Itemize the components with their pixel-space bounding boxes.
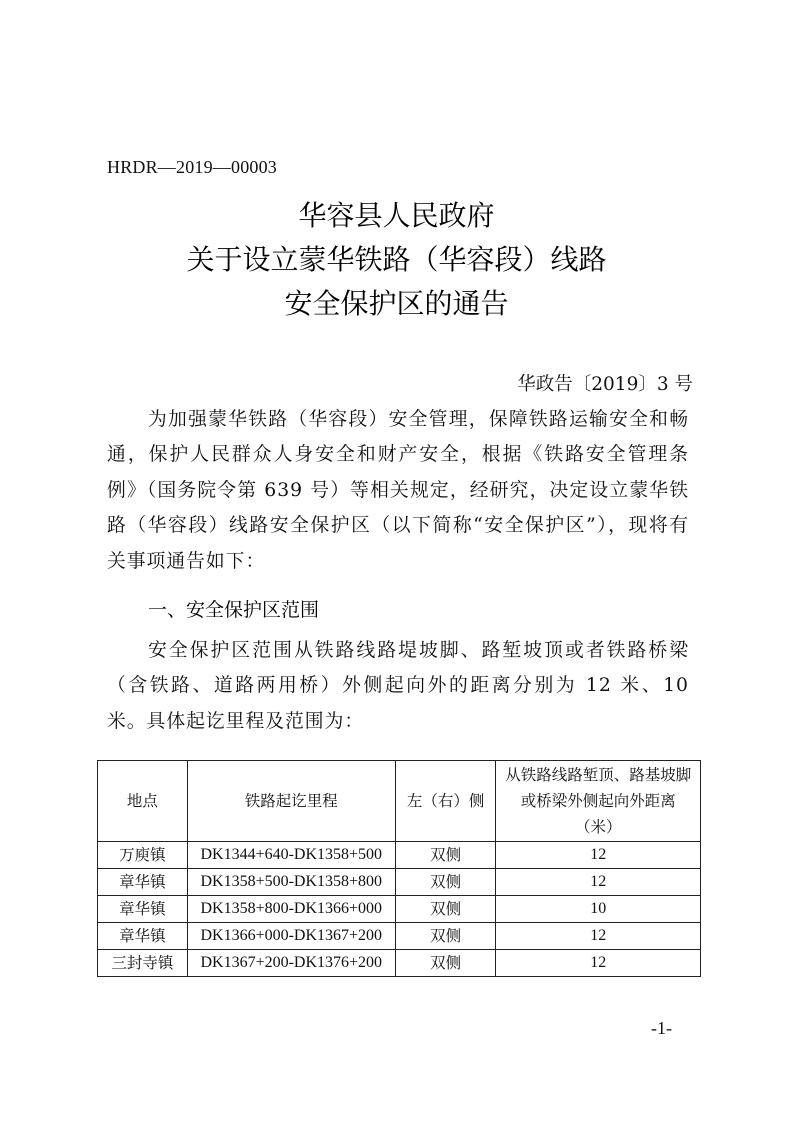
cell-location: 万庾镇 [98, 842, 188, 869]
table-row [98, 842, 701, 869]
cell-side: 双侧 [395, 923, 496, 950]
protection-range-table [97, 760, 701, 977]
table-header-row [98, 761, 701, 842]
cell-mileage: DK1358+800-DK1366+000 [187, 896, 395, 923]
cell-distance: 12 [496, 842, 701, 869]
cell-side: 双侧 [395, 950, 496, 977]
header-mileage: 铁路起讫里程 [187, 761, 395, 842]
cell-distance: 12 [496, 869, 701, 896]
header-location: 地点 [98, 761, 188, 842]
table-row [98, 896, 701, 923]
table-row [98, 923, 701, 950]
cell-mileage: DK1344+640-DK1358+500 [187, 842, 395, 869]
table-row [98, 869, 701, 896]
cell-location: 章华镇 [98, 923, 188, 950]
cell-side: 双侧 [395, 869, 496, 896]
cell-mileage: DK1358+500-DK1358+800 [187, 869, 395, 896]
cell-location: 三封寺镇 [98, 950, 188, 977]
title-line-3: 安全保护区的通告 [284, 287, 509, 320]
document-number: HRDR—2019—00003 [107, 157, 278, 177]
cell-mileage: DK1366+000-DK1367+200 [187, 923, 395, 950]
cell-location: 章华镇 [98, 896, 188, 923]
cell-location: 章华镇 [98, 869, 188, 896]
cell-distance: 12 [496, 950, 701, 977]
table-row [98, 950, 701, 977]
cell-side: 双侧 [395, 896, 496, 923]
reference-number: 华政告〔2019〕3 号 [517, 374, 693, 395]
page-number: -1- [651, 1018, 672, 1038]
title-line-1: 华容县人民政府 [298, 199, 495, 232]
cell-mileage: DK1367+200-DK1376+200 [187, 950, 395, 977]
header-distance: 从铁路线路堑顶、路基坡脚或桥梁外侧起向外距离（米） [496, 761, 701, 842]
cell-distance: 10 [496, 896, 701, 923]
cell-side: 双侧 [395, 842, 496, 869]
paragraph-intro: 为加强蒙华铁路（华容段）安全管理，保障铁路运输安全和畅通，保护人民群众人身安全和财产安全，根据《铁路安全管理条例》（国务院令第 639 号）等相关规定，经研究，决定设立蒙华铁路（华容段）线路安全保护区（以下简称“安全保护区”），现将有关事项通告如下： [107, 409, 689, 572]
cell-distance: 12 [496, 923, 701, 950]
paragraph-scope: 安全保护区范围从铁路线路堤坡脚、路堑坡顶或者铁路桥梁（含铁路、道路两用桥）外侧起向外的距离分别为 12 米、10 米。具体起讫里程及范围为： [107, 640, 689, 732]
header-side: 左（右）侧 [395, 761, 496, 842]
section-heading-scope: 一、安全保护区范围 [148, 599, 320, 621]
title-line-2: 关于设立蒙华铁路（华容段）线路 [186, 243, 607, 276]
